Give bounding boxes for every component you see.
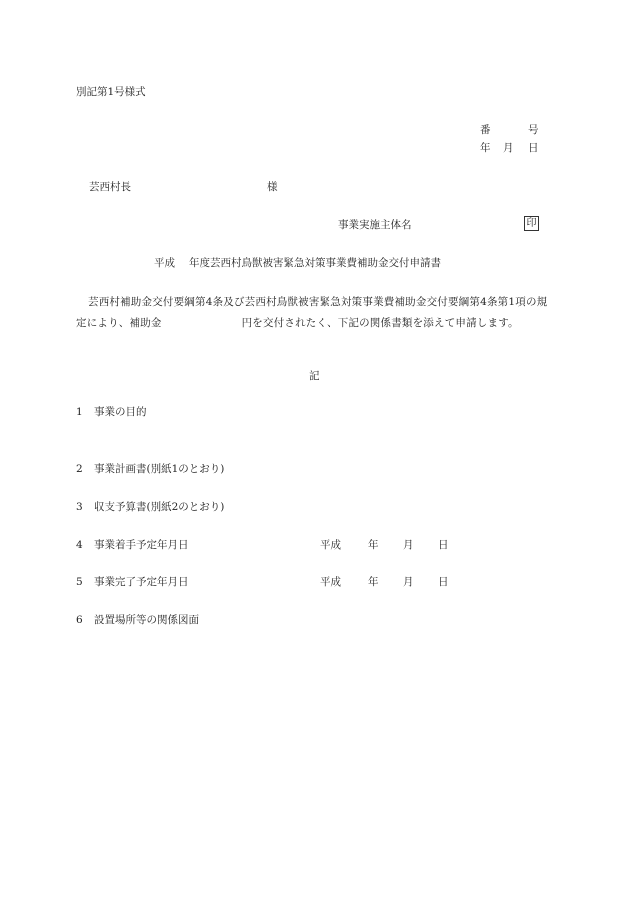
item-number: 6: [76, 614, 83, 626]
form-label: 別記第1号様式: [76, 86, 146, 98]
item-text: 収支予算書(別紙2のとおり): [94, 501, 225, 513]
seal-mark: 印: [524, 216, 539, 231]
item-number: 2: [76, 463, 83, 475]
item-number: 1: [76, 406, 83, 418]
date-day: 日: [528, 142, 539, 154]
seal-icon: [524, 216, 539, 231]
addressee-honorific: 様: [267, 181, 278, 193]
date-year: 年: [480, 142, 491, 154]
item-date-month: 月: [403, 576, 414, 588]
item-date-era: 平成: [320, 539, 341, 551]
item-number: 4: [76, 539, 83, 551]
ki-heading: 記: [309, 370, 320, 382]
body-paragraph: [76, 292, 556, 334]
item-date-era: 平成: [320, 576, 341, 588]
body-part2: 円を交付されたく、下記の関係書類を添えて申請します。: [241, 317, 519, 329]
item-date-month: 月: [403, 539, 414, 551]
title-era: 平成: [154, 257, 175, 269]
date-month: 月: [503, 142, 514, 154]
item-number: 3: [76, 501, 83, 513]
addressee-name: 芸西村長: [89, 181, 131, 193]
item-number: 5: [76, 576, 83, 588]
item-text: 事業計画書(別紙1のとおり): [94, 463, 225, 475]
item-date-year: 年: [368, 576, 379, 588]
item-date-day: 日: [438, 539, 449, 551]
document-title: 年度芸西村鳥獣被害緊急対策事業費補助金交付申請書: [189, 257, 441, 269]
item-date-day: 日: [438, 576, 449, 588]
applicant-label: 事業実施主体名: [338, 219, 412, 231]
body-part1: 芸西村補助金交付要綱第4条及び芸西村鳥獣被害緊急対策事業費補助金交付要綱第4条第1項の規定により、補助金: [76, 296, 548, 329]
item-text: 設置場所等の関係図面: [94, 614, 199, 626]
item-text: 事業の目的: [94, 406, 147, 418]
item-text: 事業着手予定年月日: [94, 539, 189, 551]
number-label: 番: [480, 124, 491, 136]
item-text: 事業完了予定年月日: [94, 576, 189, 588]
item-date-year: 年: [368, 539, 379, 551]
number-suffix: 号: [528, 124, 539, 136]
